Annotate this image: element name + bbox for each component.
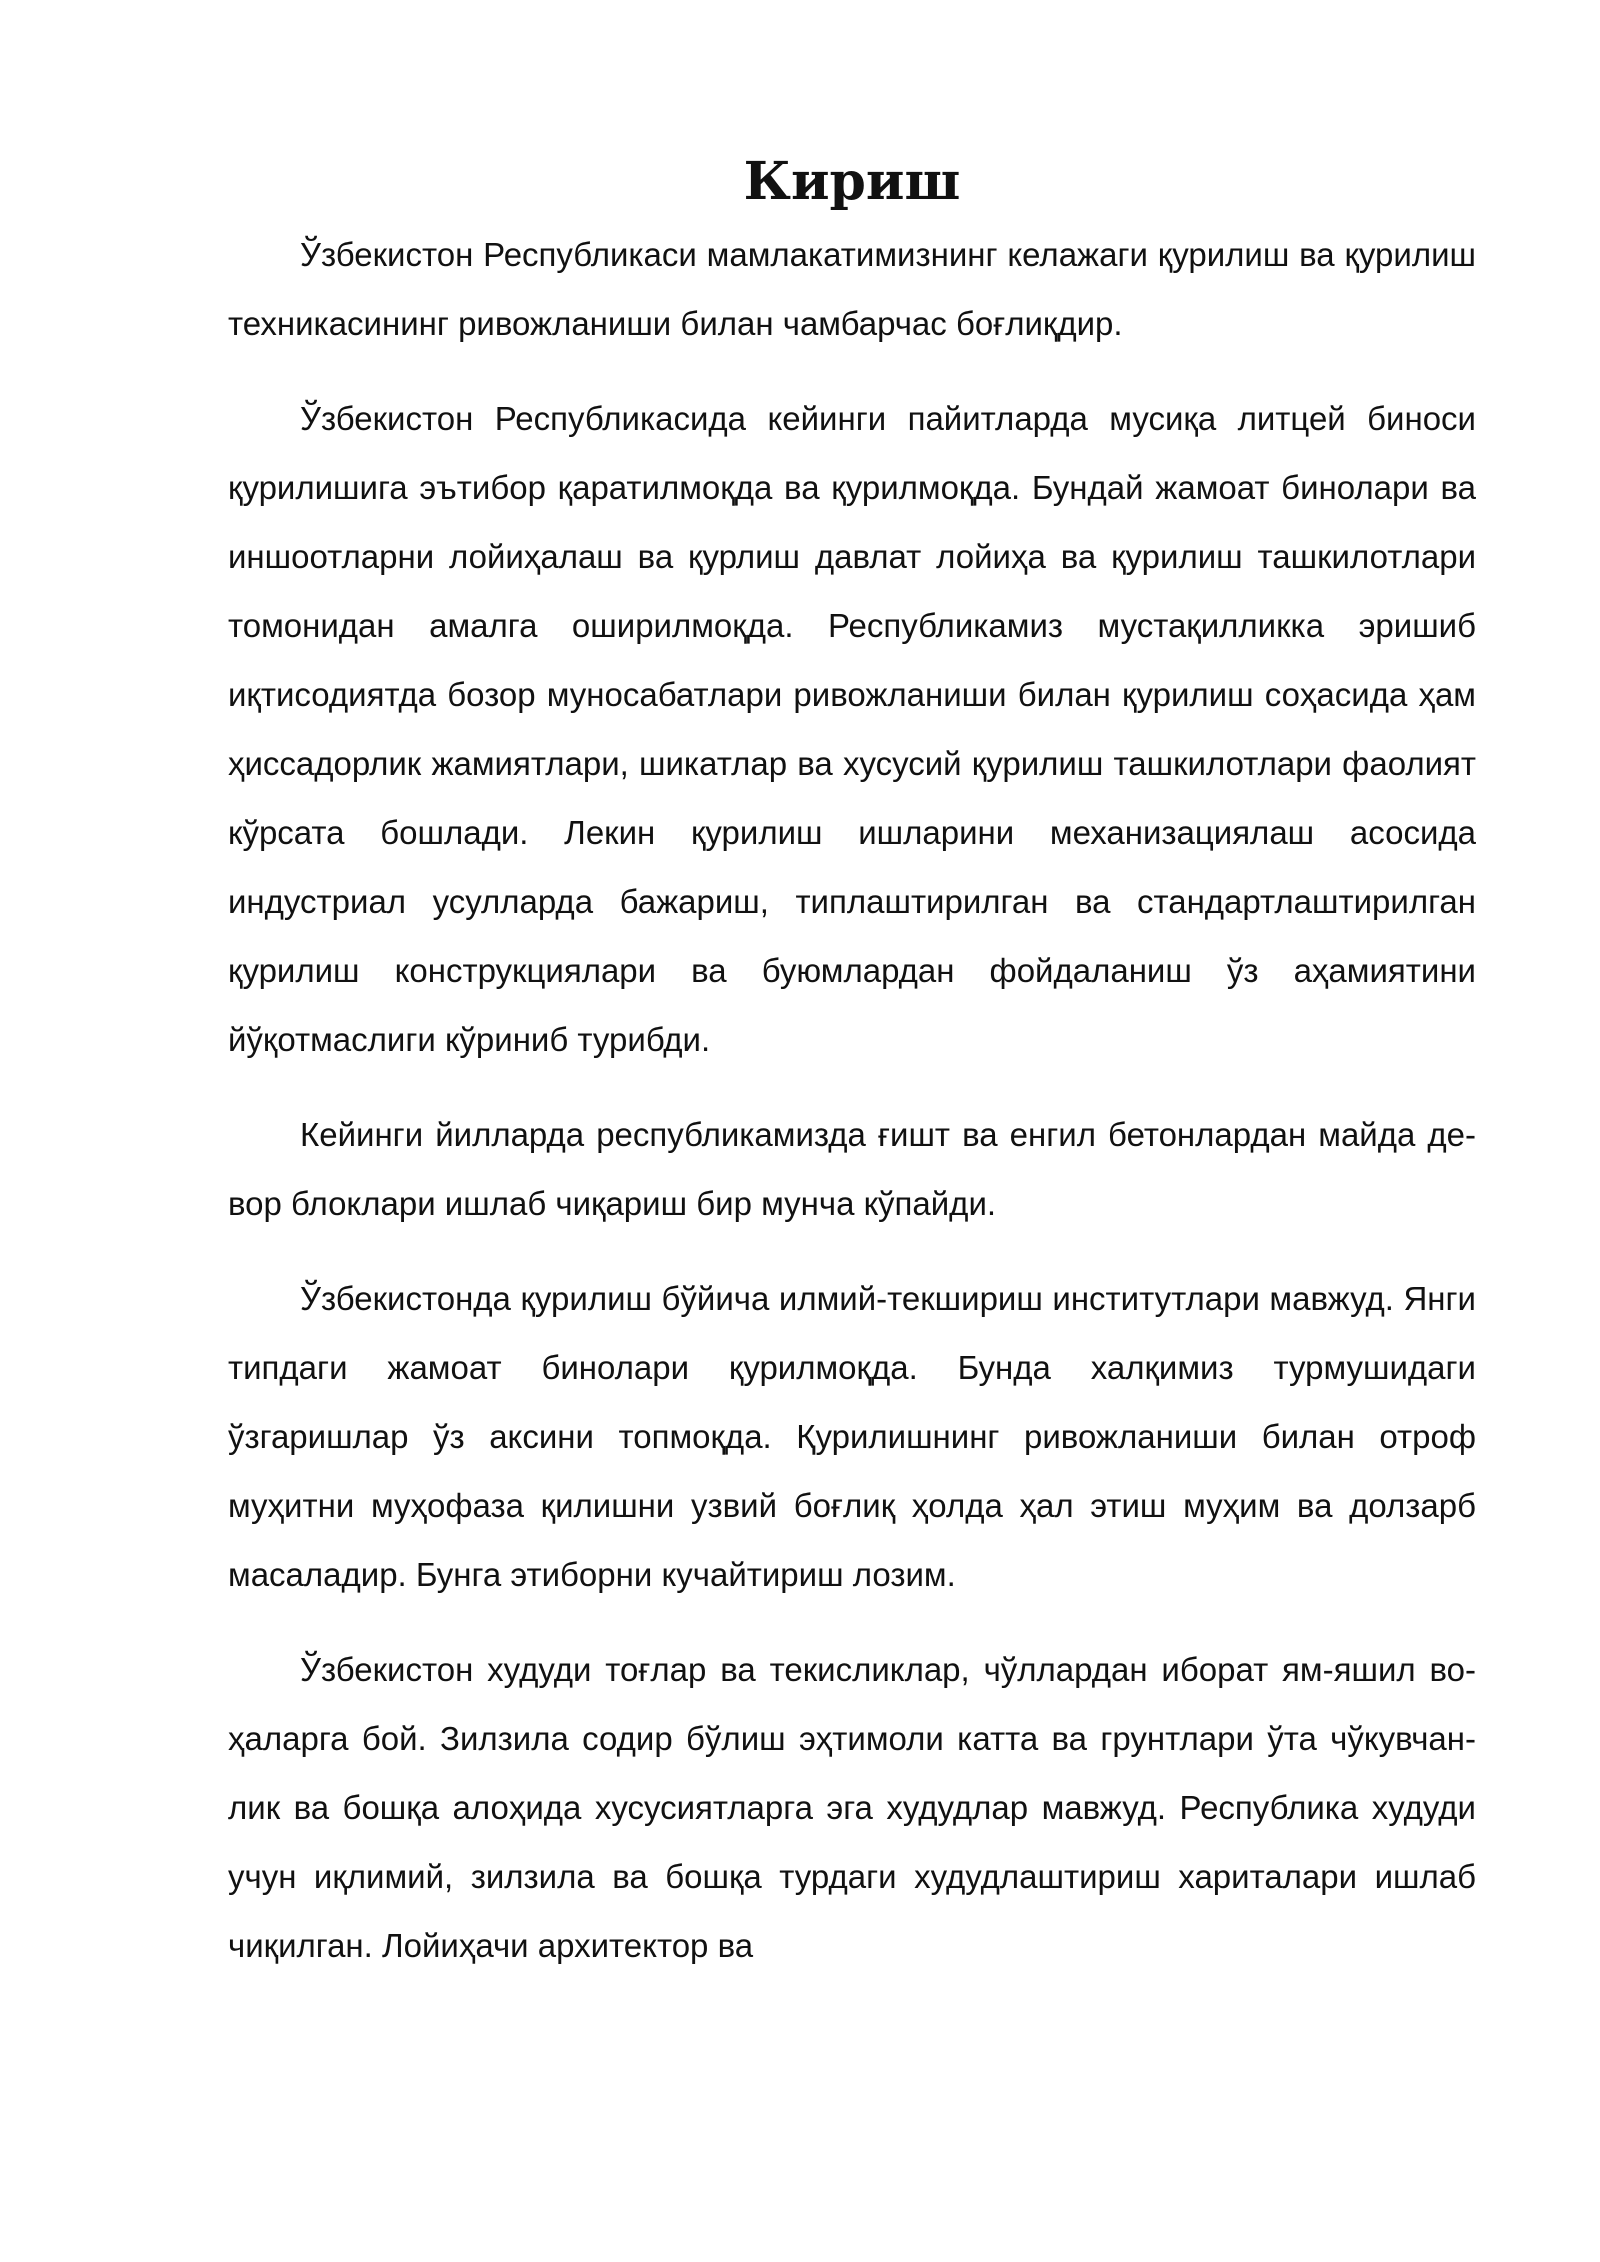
- document-title: Кириш: [743, 151, 961, 212]
- paragraph-5: Ўзбекистон худуди тоғлар ва текисликлар, чўллардан иборат ям-яшил во-ҳаларга бой. Зилзила содир бўлиш эҳтимоли катта ва грунтлари ўта чўкувчан-лик ва бошқа алоҳида хусусиятларга эга худудлар мавжуд. Республика худуди учун иқлимий, зилзила ва бошқа турдаги худудлаштириш хариталари ишлаб чиқилган. Лойиҳачи архитектор ва: [228, 1651, 1476, 1964]
- paragraph-2: Ўзбекистон Республикасида кейинги пайитларда мусиқа литцей биноси қурилишига эътибор қаратилмоқда ва қурилмоқда. Бундай жамоат бинолари ва иншоотларни лойиҳалаш ва қурлиш давлат лойиҳа ва қурилиш ташкилотлари томонидан амалга оширилмоқда. Республикамиз мустақилликка эришиб иқтисодиятда бозор муносабатлари ривожланиши билан қурилиш соҳасида ҳам ҳиссадорлик жамиятлари, шикатлар ва хусусий қурилиш ташкилотлари фаолият кўрсата бошлади. Лекин қурилиш ишларини механизациялаш асосида индустриал усулларда бажариш, типлаштирилган ва стандартлаштирилган қурилиш конструкциялари ва буюмлардан фойдаланиш ўз аҳамиятини йўқотмаслиги кўриниб турибди.: [228, 400, 1476, 1058]
- paragraph-3: Кейинги йилларда республикамизда ғишт ва енгил бетонлардан майда де-вор блоклари ишлаб чиқариш бир мунча кўпайди.: [228, 1116, 1476, 1222]
- paragraph-4: Ўзбекистонда қурилиш бўйича илмий-текшириш институтлари мавжуд. Янги типдаги жамоат бинолари қурилмоқда. Бунда халқимиз турмушидаги ўзгаришлар ўз аксини топмоқда. Қурилишнинг ривожланиши билан отроф муҳитни муҳофаза қилишни узвий боғлиқ ҳолда ҳал этиш муҳим ва долзарб масаладир. Бунга этиборни кучайтириш лозим.: [228, 1280, 1476, 1593]
- document-body: [228, 148, 1476, 2006]
- paragraph-1: Ўзбекистон Республикаси мамлакатимизнинг келажаги қурилиш ва қурилиш техникасининг ривожланиши билан чамбарчас боғлиқдир.: [228, 236, 1476, 342]
